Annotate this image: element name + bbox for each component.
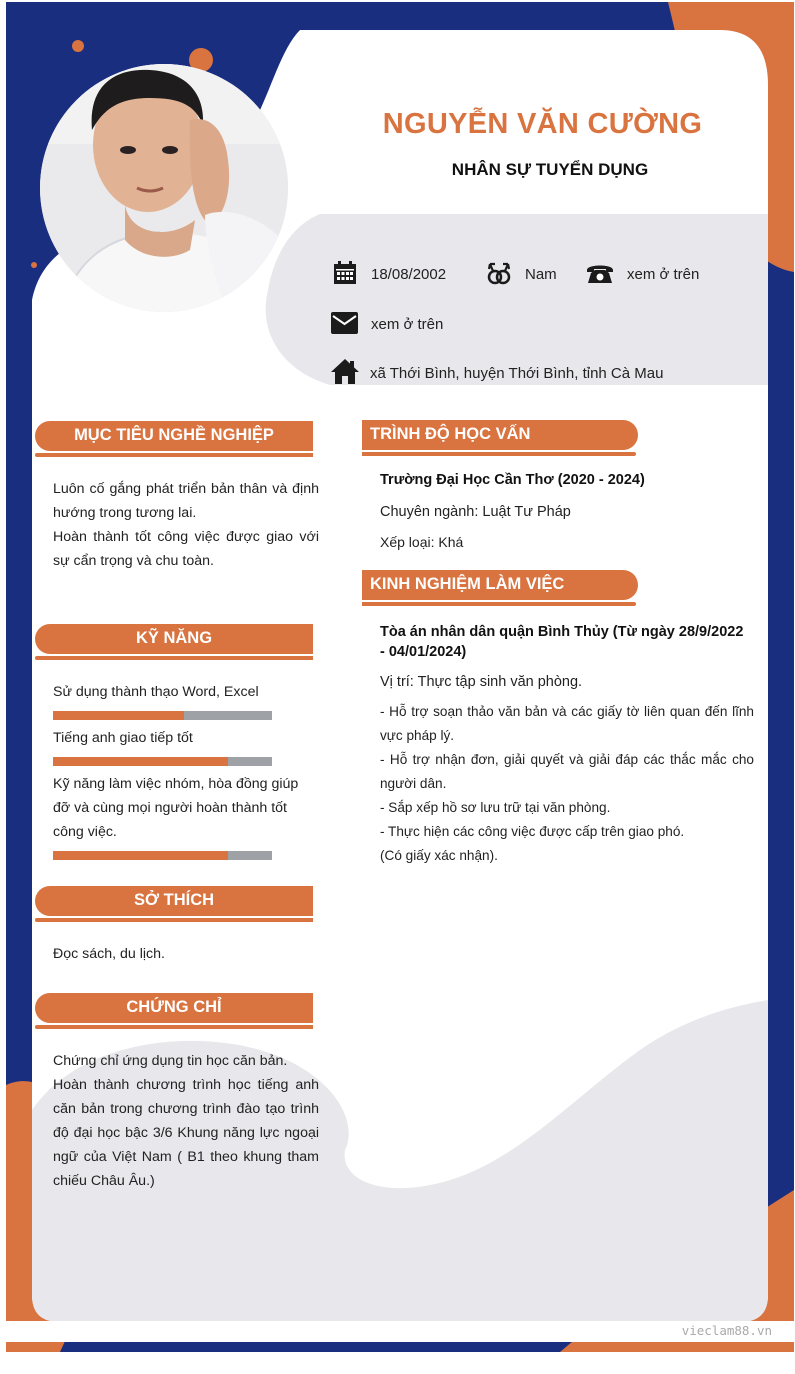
- email: xem ở trên: [371, 316, 444, 333]
- skill-bar-fill: [53, 711, 184, 720]
- education-school: Trường Đại Học Cần Thơ (2020 - 2024): [380, 472, 645, 488]
- hobbies-text: Đọc sách, du lịch.: [53, 946, 165, 962]
- phone: xem ở trên: [627, 266, 700, 283]
- skill-bar: [53, 757, 272, 766]
- objective-text: [53, 477, 319, 573]
- address: xã Thới Bình, huyện Thới Bình, tỉnh Cà Mau: [370, 365, 664, 382]
- section-education-title: TRÌNH ĐỘ HỌC VẤN: [370, 425, 531, 443]
- section-skills-title: KỸ NĂNG: [135, 629, 213, 647]
- section-certificates-title: CHỨNG CHỈ: [126, 998, 222, 1016]
- skill-bar: [53, 851, 272, 860]
- section-certificates-header: [35, 993, 313, 1029]
- calendar-icon: [333, 261, 357, 285]
- education-major: Chuyên ngành: Luật Tư Pháp: [380, 504, 571, 520]
- section-experience-title: KINH NGHIỆM LÀM VIỆC: [370, 575, 565, 593]
- home-icon: [331, 359, 359, 384]
- section-skills-header: [35, 624, 313, 660]
- experience-role: Vị trí: Thực tập sinh văn phòng.: [380, 674, 583, 690]
- phone-icon: [586, 262, 614, 284]
- certificate-line: Hoàn thành chương trình học tiếng anh căn bản trong chương trình đào tạo trình độ đại học bậc 3/6 Khung năng lực ngoại ngữ của Việt Nam ( B1 theo khung tham chiếu Châu Âu.): [53, 1077, 319, 1189]
- duty-line: - Sắp xếp hồ sơ lưu trữ tại văn phòng.: [380, 800, 611, 815]
- section-objective-title: MỤC TIÊU NGHỀ NGHIỆP: [74, 426, 274, 444]
- objective-line: Hoàn thành tốt công việc được giao với sự cẩn trọng và chu toàn.: [53, 529, 319, 569]
- email-icon: [331, 312, 358, 334]
- experience-duties: [380, 700, 754, 868]
- skill-label: Kỹ năng làm việc nhóm, hòa đồng giúp đỡ và cùng mọi người hoàn thành tốt công việc.: [53, 776, 299, 840]
- birthday: 18/08/2002: [371, 266, 447, 283]
- duty-line: (Có giấy xác nhận).: [380, 848, 498, 863]
- section-education-header: [362, 420, 640, 456]
- section-hobbies-header: [35, 886, 313, 922]
- section-hobbies-title: SỞ THÍCH: [133, 891, 215, 909]
- skill-bar-fill: [53, 757, 228, 766]
- duty-line: - Hỗ trợ nhận đơn, giải quyết và giải đáp các thắc mắc cho người dân.: [380, 752, 754, 791]
- gender: Nam: [525, 266, 557, 283]
- objective-line: Luôn cố gắng phát triển bản thân và định hướng trong tương lai.: [53, 481, 319, 521]
- certificate-line: Chứng chỉ ứng dụng tin học căn bản.: [53, 1053, 288, 1069]
- duty-line: - Hỗ trợ soạn thảo văn bản và các giấy tờ liên quan đến lĩnh vực pháp lý.: [380, 704, 754, 743]
- skill-label: Sử dụng thành thạo Word, Excel: [53, 684, 259, 700]
- footer-bar: [6, 1321, 794, 1342]
- duty-line: - Thực hiện các công việc được cấp trên giao phó.: [380, 824, 685, 839]
- education-grade: Xếp loại: Khá: [380, 534, 464, 550]
- skill-bar: [53, 711, 272, 720]
- candidate-name: NGUYỄN VĂN CƯỜNG: [382, 108, 703, 140]
- experience-company: Tòa án nhân dân quận Bình Thủy (Từ ngày 28/9/2022 - 04/01/2024): [380, 624, 744, 660]
- watermark: vieclam88.vn: [681, 1323, 772, 1338]
- section-experience-header: [362, 570, 640, 606]
- gender-icon: [486, 261, 512, 287]
- skill-label: Tiếng anh giao tiếp tốt: [53, 730, 193, 746]
- skill-bar-fill: [53, 851, 228, 860]
- job-title: NHÂN SỰ TUYỂN DỤNG: [451, 160, 649, 179]
- certificates-text: [53, 1049, 319, 1193]
- section-objective-header: [35, 421, 313, 457]
